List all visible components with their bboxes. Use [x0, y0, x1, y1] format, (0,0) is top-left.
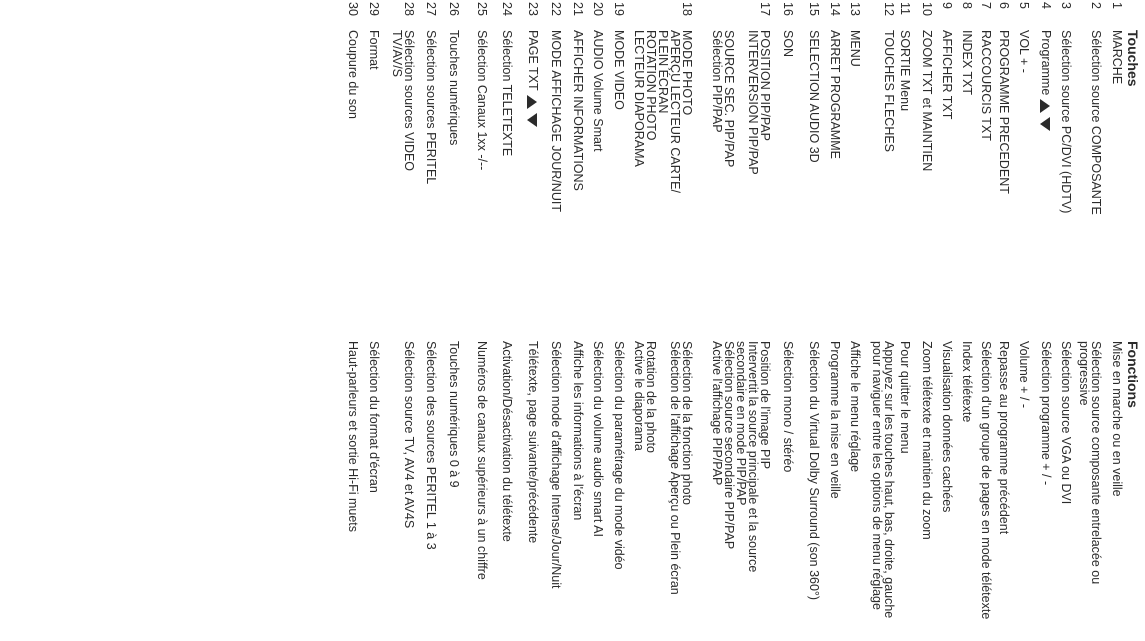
key-label-line: INDEX TXT: [960, 30, 974, 96]
key-label-line: SORTIE Menu: [898, 30, 912, 112]
function-description: [782, 341, 794, 641]
function-description: [613, 341, 625, 641]
key-label: [347, 30, 359, 280]
key-label-line: RACCOURCIS TXT: [979, 30, 993, 141]
row-number: 27: [424, 2, 438, 16]
function-description-line: Sélection programme + / -: [1039, 341, 1053, 486]
function-description: [998, 341, 1010, 641]
key-label-line: MODE PHOTO: [680, 30, 694, 116]
key-label-line: INTERVERSION PIP/PAP: [746, 30, 760, 175]
key-label: [476, 30, 488, 280]
key-label-line: Sélection PIP/PAP: [710, 30, 724, 133]
key-label-line: Touches numériques: [447, 30, 461, 146]
row-number: 1: [1110, 2, 1124, 9]
row-number: 8: [960, 2, 974, 9]
function-description-line: Pour quitter le menu: [898, 341, 912, 454]
key-label-line: SON: [781, 30, 795, 58]
row-number: 20: [591, 2, 605, 16]
function-description: [476, 341, 488, 641]
function-description-line: Mise en marche ou en veille: [1110, 341, 1124, 497]
key-label-line: Programme: [1039, 30, 1053, 96]
function-description-line: Sélection du Virtual Dolby Surround (son 360°): [807, 341, 821, 601]
function-description-line: Sélection de l'affichage Aperçu ou Plein écran: [668, 341, 682, 595]
function-description-line: pour naviguer entre les options de menu réglage: [870, 341, 884, 610]
row-number: 21: [571, 2, 585, 16]
function-description: [849, 341, 861, 641]
function-description: [1060, 341, 1072, 641]
row-number: 2: [1089, 2, 1103, 9]
function-description: [1111, 341, 1123, 641]
key-label: [921, 30, 933, 280]
function-description: [980, 341, 992, 641]
function-description-line: Touches numériques 0 à 9: [447, 341, 461, 488]
function-description: [527, 341, 539, 641]
function-description-line: Sélection du format d'écran: [367, 341, 381, 493]
key-label: [1060, 30, 1072, 280]
key-label: [883, 30, 895, 280]
row-number: 7: [979, 2, 993, 9]
function-description: [403, 341, 415, 641]
row-number: 11: [898, 2, 912, 15]
function-description: [871, 341, 895, 641]
function-description: [808, 341, 820, 641]
key-label: [808, 30, 820, 280]
row-number: 17: [758, 2, 772, 16]
key-label-line: MODE VIDEO: [612, 30, 626, 110]
function-description: [550, 341, 562, 641]
function-description: [572, 341, 584, 641]
function-description: [592, 341, 604, 641]
key-label: [1018, 30, 1030, 280]
function-description-line: progressive: [1077, 341, 1091, 406]
row-number: 13: [848, 2, 862, 16]
key-label: [782, 30, 794, 280]
function-description-line: Sélection du volume audio smart AI: [591, 341, 605, 537]
key-label-line: AUDIO Volume Smart: [591, 30, 605, 152]
function-description-line: Affiche le menu réglage: [848, 341, 862, 473]
function-description-line: Zoom télétexte et maintien du zoom: [920, 341, 934, 540]
key-label: [1111, 30, 1123, 280]
key-label: [941, 30, 953, 280]
key-label: [448, 30, 460, 280]
triangle-up-icon: [527, 95, 537, 109]
key-label: [501, 30, 513, 280]
key-label: [899, 30, 911, 280]
function-description: [347, 341, 359, 641]
key-label: [550, 30, 562, 280]
key-label-line: POSITION PIP/PAP: [758, 30, 772, 141]
key-label-line: SOURCE SEC. PIP/PAP: [722, 30, 736, 168]
row-number: 24: [500, 2, 514, 16]
key-label-line: LECTEUR DIAPORAMA: [632, 30, 646, 167]
row-number: 14: [828, 2, 842, 16]
function-description-line: Sélection du paramétrage du mode vidéo: [612, 341, 626, 570]
function-description-line: Affiche les informations à l'écran: [571, 341, 585, 521]
row-number: 26: [447, 2, 461, 16]
key-label: [849, 30, 861, 280]
function-description-line: Repasse au programme précédent: [997, 341, 1011, 535]
function-description-line: Sélection d'un groupe de pages en mode télétexte: [979, 341, 993, 620]
function-description: [711, 341, 771, 641]
function-description: [961, 341, 973, 641]
key-label: [711, 30, 771, 280]
key-label-line: Format: [367, 30, 381, 70]
key-label-line: Sélection sources VIDEO: [402, 30, 416, 172]
key-label: [998, 30, 1010, 280]
row-number: 15: [807, 2, 821, 16]
key-label-line: VOL + -: [1017, 30, 1031, 73]
function-description-line: Index télétexte: [960, 341, 974, 423]
function-description: [425, 341, 437, 641]
row-number: 22: [549, 2, 563, 16]
function-description-line: Sélection de la fonction photo: [680, 341, 694, 506]
function-description-line: Rotation de la photo: [644, 341, 658, 453]
function-description-line: Haut-parleurs et sortie Hi-Fi muets: [346, 341, 360, 533]
row-number: 18: [680, 2, 694, 16]
function-description-line: Sélection mode d'affichage Intense/Jour/Nuit: [549, 341, 563, 589]
function-description: [829, 341, 841, 641]
row-number: 25: [475, 2, 489, 16]
keys-column-header: Touches: [1125, 30, 1141, 87]
function-description-line: Sélection source VGA ou DVI: [1059, 341, 1073, 505]
key-label-line: ROTATION PHOTO: [644, 30, 658, 141]
function-description: [501, 341, 513, 641]
row-number: 23: [526, 2, 540, 16]
key-label: [368, 30, 380, 280]
function-description-line: Numéros de canaux supérieurs à un chiffre: [475, 341, 489, 580]
key-label-line: APERÇU LECTEUR CARTE/: [668, 30, 682, 193]
key-label-line: PAGE TXT: [526, 30, 540, 91]
function-description: [921, 341, 933, 641]
function-description-line: Sélection des sources PERITEL 1 à 3: [424, 341, 438, 550]
function-description-line: Télétexte, page suivante/précédente: [526, 341, 540, 544]
row-number: 29: [367, 2, 381, 16]
key-label-line: SELECTION AUDIO 3D: [807, 30, 821, 163]
key-label-line: AFFICHER INFORMATIONS: [571, 30, 585, 191]
key-label-line: MENU: [848, 30, 862, 67]
key-label-line: Sélection sources PERITEL: [424, 30, 438, 185]
key-label-line: MODE AFFICHAGE JOUR/NUIT: [549, 30, 563, 212]
key-label: [391, 30, 415, 280]
key-label-line: ZOOM TXT et MAINTIEN: [920, 30, 934, 172]
triangle-up-icon: [1040, 99, 1050, 113]
key-label: [527, 30, 539, 280]
key-label: [613, 30, 625, 280]
row-number: 16: [781, 2, 795, 16]
key-label-line: PROGRAMME PRECEDENT: [997, 30, 1011, 194]
key-label: [1040, 30, 1052, 280]
function-description: [1078, 341, 1102, 641]
function-description-line: Active le diaporama: [632, 341, 646, 451]
function-description-line: Sélection source composante entrelacée ou: [1089, 341, 1103, 585]
key-label: [425, 30, 437, 280]
key-label: [961, 30, 973, 280]
function-description: [1018, 341, 1030, 641]
row-number: 3: [1059, 2, 1073, 9]
function-description: [368, 341, 380, 641]
function-description-line: Intervertit la source principale et la source: [746, 341, 760, 573]
key-label: [829, 30, 841, 280]
function-description-line: Activation/Désactivation du télétexte: [500, 341, 514, 542]
functions-column-header: Fonctions: [1125, 341, 1141, 408]
key-label-line: AFFICHER TXT: [940, 30, 954, 120]
function-description-line: Programme la mise en veille: [828, 341, 842, 499]
function-description-line: Sélection source secondaire PIP/PAP: [722, 341, 736, 550]
key-label-line: Sélection source COMPOSANTE: [1089, 30, 1103, 215]
key-label: [980, 30, 992, 280]
row-number: 30: [346, 2, 360, 16]
row-number: 10: [920, 2, 934, 16]
function-description-line: Volume + / -: [1017, 341, 1031, 409]
key-label: [1090, 30, 1102, 280]
function-description-line: secondaire en mode PIP/PAP: [734, 341, 748, 506]
function-description: [633, 341, 693, 641]
key-label: [572, 30, 584, 280]
key-label-line: TOUCHES FLECHES: [882, 30, 896, 153]
key-label-line: Coupure du son: [346, 30, 360, 119]
row-number: 12: [882, 2, 896, 16]
key-label-line: Sélection Canaux 1xx -/--: [475, 30, 489, 171]
row-number: 28: [402, 2, 416, 16]
key-label-line: Sélection TELETEXTE: [500, 30, 514, 157]
key-label-line: ARRET PROGRAMME: [828, 30, 842, 159]
key-label-line: MARCHE: [1110, 30, 1124, 85]
key-label: [633, 30, 693, 280]
key-label-line: PLEIN ÉCRAN: [656, 30, 670, 114]
row-number: 5: [1017, 2, 1031, 9]
function-description-line: Position de l'image PIP: [758, 341, 772, 470]
function-description-line: Visualisation données cachées: [940, 341, 954, 513]
key-label-line: TV/AV/S: [390, 30, 404, 78]
function-description: [1040, 341, 1052, 641]
triangle-down-icon: [1040, 117, 1050, 131]
triangle-down-icon: [527, 113, 537, 127]
function-description: [899, 341, 911, 641]
row-number: 9: [940, 2, 954, 9]
function-description-line: Sélection source TV, AV4 et AV4S: [402, 341, 416, 529]
function-description-line: Appuyez sur les touches haut, bas, droite, gauche: [882, 341, 896, 619]
row-number: 4: [1039, 2, 1053, 9]
function-description: [448, 341, 460, 641]
row-number: 19: [612, 2, 626, 16]
key-label: [592, 30, 604, 280]
row-number: 6: [997, 2, 1011, 9]
function-description-line: Active l'affichage PIP/PAP: [710, 341, 724, 486]
key-label-line: Sélection source PC/DVI (HDTV): [1059, 30, 1073, 214]
function-description: [941, 341, 953, 641]
function-description-line: Sélection mono / stéréo: [781, 341, 795, 473]
